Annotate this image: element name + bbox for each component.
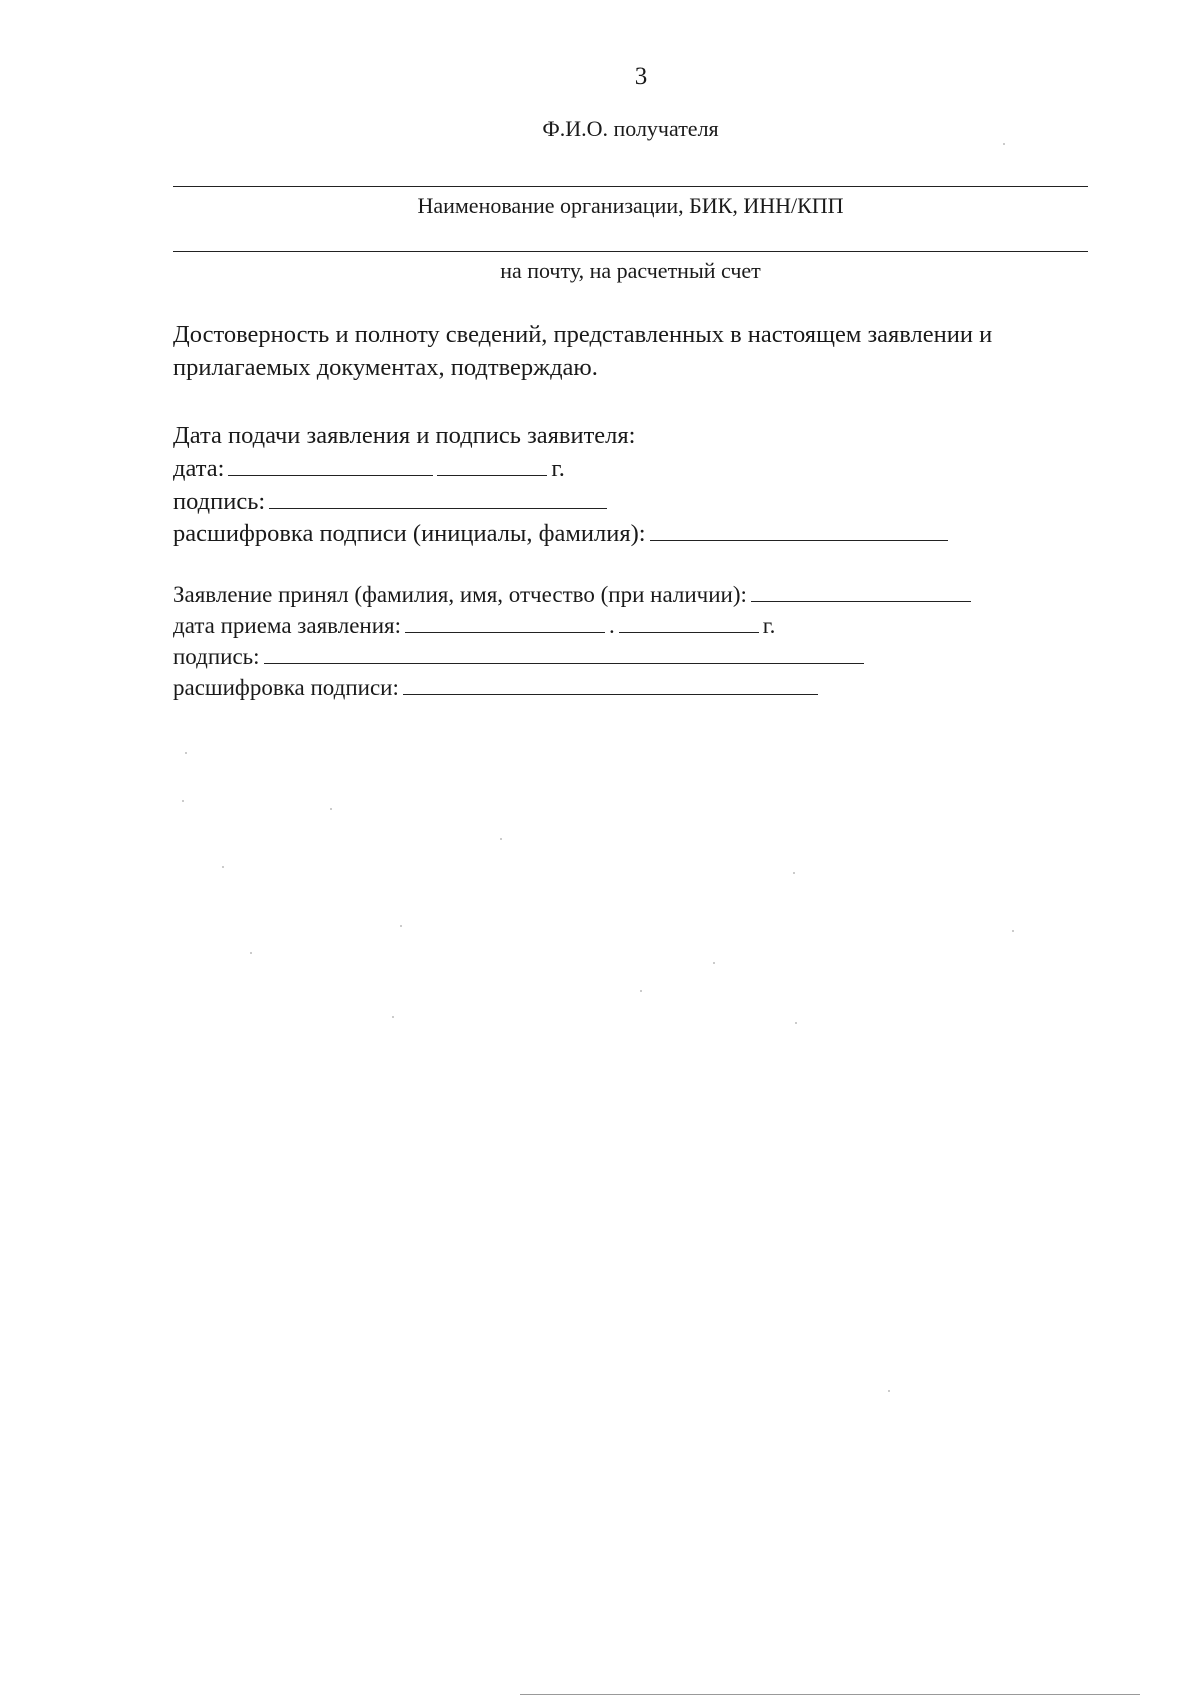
scan-bottom-edge — [520, 1694, 1140, 1695]
organization-caption: Наименование организации, БИК, ИНН/КПП — [417, 193, 844, 218]
receiver-date-label: дата приема заявления: — [173, 613, 401, 638]
receiver-decoding-blank[interactable] — [403, 674, 818, 695]
receiver-date-separator: . — [609, 613, 615, 638]
delivery-caption: на почту, на расчетный счет — [500, 258, 761, 283]
receiver-accepted-label: Заявление принял (фамилия, имя, отчество (при наличии): — [173, 582, 747, 607]
receiver-signature-row — [173, 642, 868, 672]
recipient-name-caption: Ф.И.О. получателя — [542, 116, 719, 141]
applicant-date-label: дата: — [173, 455, 225, 482]
applicant-date-year-blank[interactable] — [437, 455, 547, 476]
applicant-decoding-blank[interactable] — [650, 520, 948, 541]
applicant-signature-blank[interactable] — [269, 488, 607, 509]
applicant-decoding-row — [173, 519, 952, 549]
receiver-decoding-row — [173, 673, 822, 703]
applicant-signature-label: подпись: — [173, 488, 266, 515]
receiver-signature-label: подпись: — [173, 644, 260, 669]
confirmation-paragraph: Достоверность и полноту сведений, представленных в настоящем заявлении и прилагаемых документах, подтверждаю. — [173, 321, 993, 381]
receiver-accepted-row — [173, 580, 975, 610]
receiver-date-day-blank[interactable] — [405, 612, 605, 633]
receiver-decoding-label: расшифровка подписи: — [173, 675, 399, 700]
receiver-year-suffix: г. — [762, 613, 776, 638]
recipient-name-line — [173, 186, 1088, 187]
applicant-date-row — [173, 454, 565, 484]
applicant-heading: Дата подачи заявления и подпись заявителя: — [173, 422, 636, 449]
organization-line — [173, 251, 1088, 252]
receiver-signature-blank[interactable] — [264, 643, 864, 664]
receiver-date-year-blank[interactable] — [619, 612, 759, 633]
applicant-signature-row — [173, 487, 611, 517]
applicant-year-suffix: г. — [551, 455, 565, 482]
applicant-date-day-blank[interactable] — [228, 455, 433, 476]
page-number: 3 — [634, 63, 648, 90]
receiver-date-row — [173, 611, 775, 641]
receiver-accepted-blank[interactable] — [751, 581, 971, 602]
applicant-decoding-label: расшифровка подписи (инициалы, фамилия): — [173, 520, 646, 547]
